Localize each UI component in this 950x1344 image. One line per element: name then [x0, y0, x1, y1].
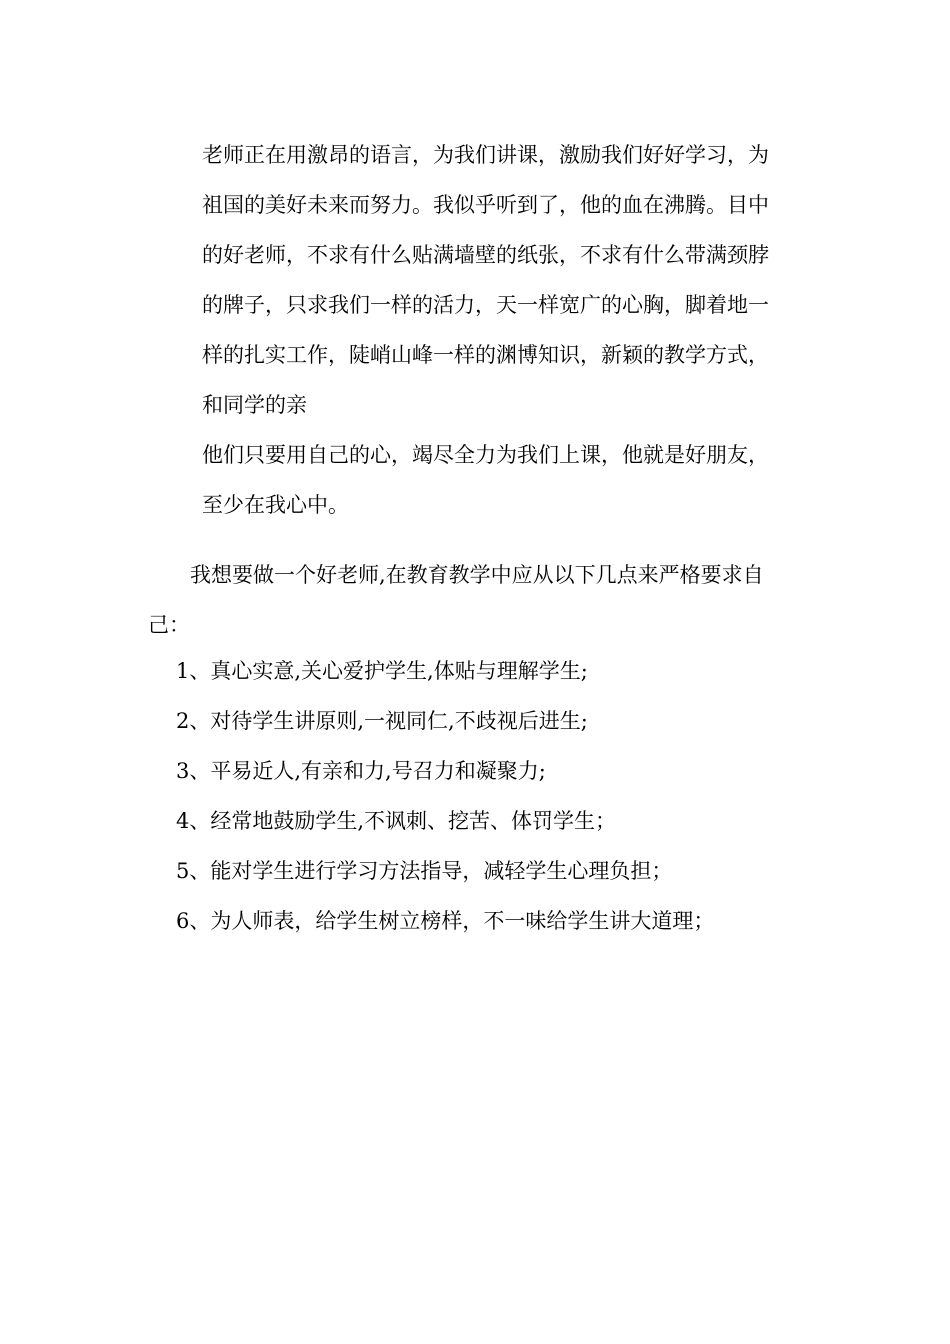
intro-paragraph — [148, 550, 818, 650]
list-item: 3、平易近人,有亲和力,号召力和凝聚力; — [176, 759, 546, 783]
passage-line: 老师正在用激昂的语言，为我们讲课，激励我们好好学习，为 — [202, 143, 769, 167]
list-item: 4、经常地鼓励学生,不讽刺、挖苦、体罚学生； — [176, 809, 617, 833]
passage-line: 样的扎实工作，陡峭山峰一样的渊博知识，新颖的教学方式， — [202, 343, 769, 367]
passage-line: 的牌子，只求我们一样的活力，天一样宽广的心胸，脚着地一 — [202, 293, 769, 317]
intro-line-continuation: 己： — [148, 613, 190, 637]
passage-line: 他们只要用自己的心，竭尽全力为我们上课，他就是好朋友， — [202, 443, 769, 467]
passage-line: 的好老师，不求有什么贴满墙壁的纸张，不求有什么带满颈脖 — [202, 243, 769, 267]
intro-line: 我想要做一个好老师,在教育教学中应从以下几点来严格要求自 — [190, 563, 764, 587]
list-item: 2、对待学生讲原则,一视同仁,不歧视后进生; — [176, 709, 588, 733]
passage-block — [202, 130, 812, 530]
passage-line: 至少在我心中。 — [202, 493, 349, 517]
list-item: 1、真心实意,关心爱护学生,体贴与理解学生; — [176, 659, 588, 683]
requirements-list — [176, 646, 816, 946]
list-item: 6、为人师表，给学生树立榜样，不一味给学生讲大道理； — [176, 909, 715, 933]
passage-line: 和同学的亲 — [202, 393, 307, 417]
list-item: 5、能对学生进行学习方法指导，减轻学生心理负担； — [176, 859, 673, 883]
passage-line: 祖国的美好未来而努力。我似乎听到了，他的血在沸腾。目中 — [202, 193, 769, 217]
